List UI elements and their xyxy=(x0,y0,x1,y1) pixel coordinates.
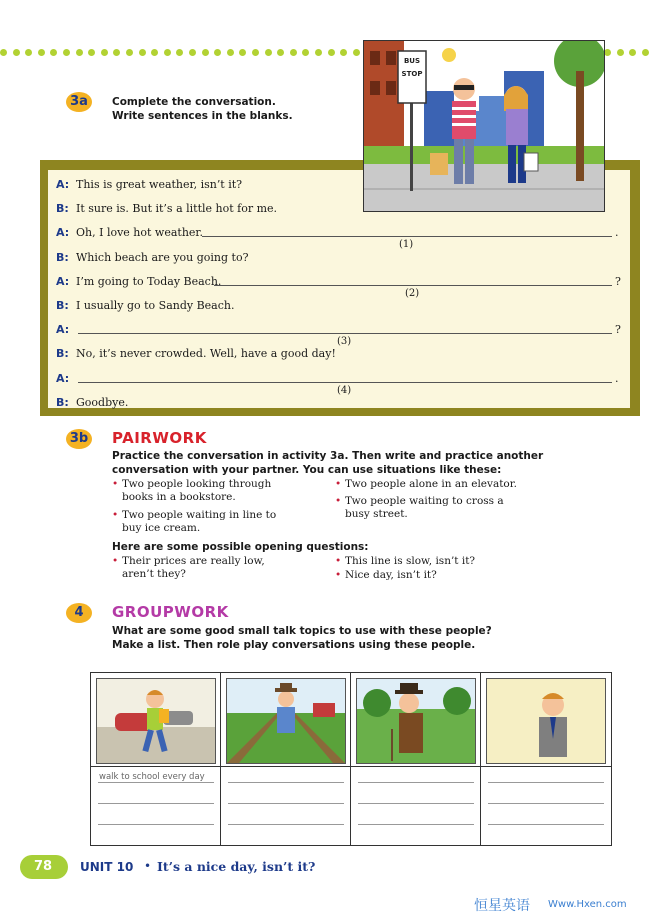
bullet-icon: • xyxy=(335,569,342,581)
grid-divider xyxy=(220,673,221,845)
dot-icon xyxy=(340,49,347,56)
writing-line[interactable] xyxy=(488,824,604,825)
item-text: Two people waiting in line to xyxy=(122,509,277,521)
writing-line[interactable] xyxy=(358,824,474,825)
dot-icon xyxy=(76,49,83,56)
item-text: Two people alone in an elevator. xyxy=(345,478,517,490)
sign-text: STOP xyxy=(401,70,423,78)
speaker-label: A: xyxy=(56,274,70,288)
dot-icon xyxy=(202,49,209,56)
instruction-line: conversation with your partner. You can use situations like these: xyxy=(112,464,502,476)
dot-icon xyxy=(88,49,95,56)
writing-line[interactable] xyxy=(488,803,604,804)
dot-icon xyxy=(25,49,32,56)
dot-icon xyxy=(328,49,335,56)
writing-line[interactable] xyxy=(228,782,344,783)
dot-icon xyxy=(252,49,259,56)
line-text: No, it’s never crowded. Well, have a good day! xyxy=(76,347,336,361)
dot-icon xyxy=(604,49,611,56)
line-end-punctuation: ? xyxy=(615,274,621,288)
sign-text: BUS xyxy=(403,57,421,65)
opener-item xyxy=(112,555,265,581)
section-3a-instructions xyxy=(112,95,293,123)
writing-line[interactable] xyxy=(358,803,474,804)
item-text: aren’t they? xyxy=(122,568,186,580)
conversation-line xyxy=(56,202,277,215)
item-text: books in a bookstore. xyxy=(122,491,236,503)
blank-number: (1) xyxy=(399,239,414,251)
conversation-line xyxy=(56,372,76,385)
writing-line[interactable] xyxy=(488,782,604,783)
page-number-badge xyxy=(20,855,68,879)
writing-line[interactable] xyxy=(228,803,344,804)
dot-icon xyxy=(642,49,649,56)
dot-icon xyxy=(113,49,120,56)
writing-line[interactable] xyxy=(98,803,214,804)
item-text: This line is slow, isn’t it? xyxy=(345,555,476,567)
dot-icon xyxy=(13,49,20,56)
groupwork-heading: GROUPWORK xyxy=(112,603,229,621)
bullet-icon: • xyxy=(335,478,342,490)
answer-blank[interactable] xyxy=(202,236,612,237)
example-answer: walk to school every day xyxy=(99,772,205,782)
pairwork-heading: PAIRWORK xyxy=(112,429,207,447)
dot-icon xyxy=(139,49,146,56)
line-text: I’m going to Today Beach. xyxy=(76,274,222,288)
speaker-label: B: xyxy=(56,299,69,312)
dot-icon xyxy=(315,49,322,56)
openers-heading: Here are some possible opening questions: xyxy=(112,541,369,553)
bus-stop-sign xyxy=(398,55,426,81)
line-text: Which beach are you going to? xyxy=(76,250,249,264)
dot-icon xyxy=(617,49,624,56)
situation-item xyxy=(112,509,277,535)
line-end-punctuation: . xyxy=(615,371,619,385)
instruction-line: Make a list. Then role play conversations using these people. xyxy=(112,639,476,651)
boy-walking-picture xyxy=(96,678,216,764)
conversation-line xyxy=(56,251,249,264)
line-text: I usually go to Sandy Beach. xyxy=(76,299,235,312)
writing-line[interactable] xyxy=(358,782,474,783)
dot-icon xyxy=(50,49,57,56)
situation-item xyxy=(335,478,517,491)
item-text: busy street. xyxy=(345,508,408,520)
watermark-chinese: 恒星英语 xyxy=(474,898,530,914)
opener-item xyxy=(335,555,476,568)
watermark-url: Www.Hxen.com xyxy=(548,899,627,910)
dot-icon xyxy=(227,49,234,56)
bullet-icon: • xyxy=(335,495,342,507)
conversation-line xyxy=(56,226,203,239)
dot-icon xyxy=(302,49,309,56)
footer-bullet: • xyxy=(144,859,152,873)
conversation-line xyxy=(56,323,76,336)
line-text: This is great weather, isn’t it? xyxy=(76,178,243,191)
line-end-punctuation: ? xyxy=(615,323,621,337)
blank-number: (4) xyxy=(337,384,352,396)
people-grid xyxy=(90,672,612,846)
section-4-badge: 4 xyxy=(66,603,92,623)
item-text: buy ice cream. xyxy=(122,522,201,534)
item-text: Two people waiting to cross a xyxy=(345,495,504,507)
speaker-label: A: xyxy=(56,371,70,385)
item-text: Nice day, isn’t it? xyxy=(345,569,437,581)
businessman-picture xyxy=(486,678,606,764)
dot-icon xyxy=(239,49,246,56)
answer-blank[interactable] xyxy=(214,285,612,286)
bullet-icon: • xyxy=(112,478,119,490)
section-3b-badge: 3b xyxy=(66,429,92,449)
conversation-line xyxy=(56,178,242,191)
bullet-icon: • xyxy=(335,555,342,567)
instruction-line: Practice the conversation in activity 3a. Then write and practice another xyxy=(112,450,544,462)
instruction-line: Complete the conversation. xyxy=(112,96,276,108)
dot-icon xyxy=(277,49,284,56)
speaker-label: B: xyxy=(56,347,69,361)
dot-icon xyxy=(164,49,171,56)
section-3a-badge: 3a xyxy=(66,92,92,112)
conversation-line xyxy=(56,347,336,360)
unit-title: It’s a nice day, isn’t it? xyxy=(157,859,316,874)
speaker-label: B: xyxy=(56,250,69,264)
instruction-line: Write sentences in the blanks. xyxy=(112,110,293,122)
unit-label: UNIT 10 xyxy=(80,860,134,874)
conversation-line xyxy=(56,275,221,288)
bus-stop-illustration xyxy=(363,40,605,212)
dot-icon xyxy=(126,49,133,56)
grid-divider xyxy=(350,673,351,845)
line-end-punctuation: . xyxy=(615,226,619,240)
instruction-line: What are some good small talk topics to use with these people? xyxy=(112,625,492,637)
dot-icon xyxy=(290,49,297,56)
speaker-label: A: xyxy=(56,226,70,240)
dotted-rule-right xyxy=(604,49,650,59)
page-number: 78 xyxy=(34,859,53,874)
section-4-instructions xyxy=(112,624,492,652)
speaker-label: A: xyxy=(56,323,70,337)
dot-icon xyxy=(0,49,7,56)
farmer-picture xyxy=(226,678,346,764)
dot-icon xyxy=(353,49,360,56)
item-text: Their prices are really low, xyxy=(122,555,265,567)
item-text: Two people looking through xyxy=(122,478,272,490)
writing-line[interactable] xyxy=(228,824,344,825)
conversation-line xyxy=(56,299,235,312)
writing-line[interactable] xyxy=(98,824,214,825)
line-text: Oh, I love hot weather. xyxy=(76,226,203,240)
dot-icon xyxy=(38,49,45,56)
old-man-picture xyxy=(356,678,476,764)
situation-item xyxy=(335,495,504,521)
dotted-rule-left xyxy=(0,49,360,59)
bullet-icon: • xyxy=(112,555,119,567)
opener-item xyxy=(335,569,437,582)
dot-icon xyxy=(629,49,636,56)
answer-blank[interactable] xyxy=(78,333,612,334)
dot-icon xyxy=(189,49,196,56)
dot-icon xyxy=(101,49,108,56)
line-text: Goodbye. xyxy=(76,395,129,409)
situation-item xyxy=(112,478,272,504)
section-3b-instructions xyxy=(112,449,543,477)
blank-number: (3) xyxy=(337,336,352,348)
dot-icon xyxy=(151,49,158,56)
writing-line[interactable] xyxy=(98,782,214,783)
speaker-label: A: xyxy=(56,178,70,191)
speaker-label: B: xyxy=(56,202,69,216)
conversation-line xyxy=(56,396,128,409)
dot-icon xyxy=(265,49,272,56)
dot-icon xyxy=(214,49,221,56)
grid-divider xyxy=(91,766,611,767)
line-text: It sure is. But it’s a little hot for me. xyxy=(76,202,278,216)
speaker-label: B: xyxy=(56,395,69,409)
bullet-icon: • xyxy=(112,509,119,521)
answer-blank[interactable] xyxy=(78,382,612,383)
grid-divider xyxy=(480,673,481,845)
blank-number: (2) xyxy=(405,287,420,299)
dot-icon xyxy=(63,49,70,56)
dot-icon xyxy=(176,49,183,56)
